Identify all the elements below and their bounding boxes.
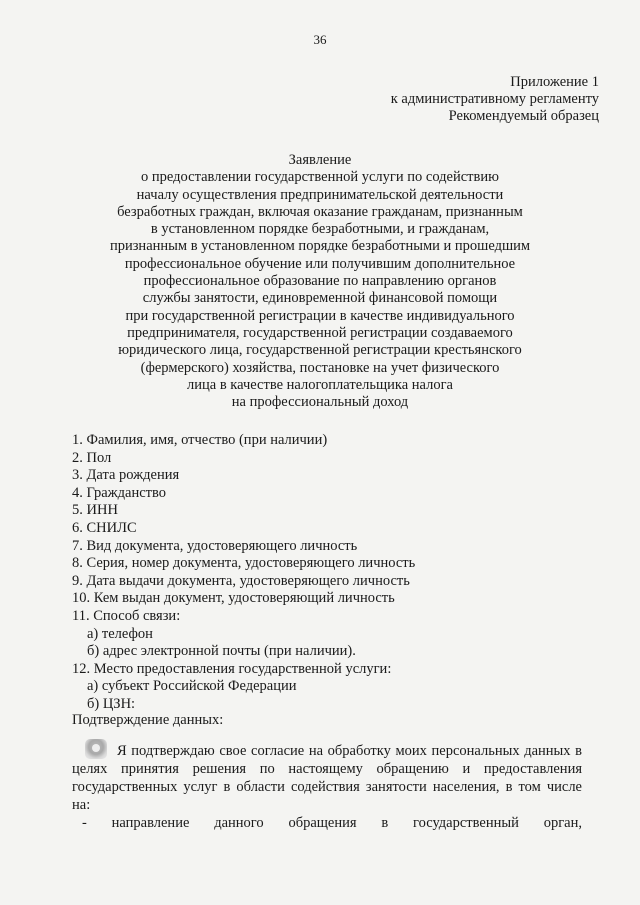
field-item: 4. Гражданство — [72, 484, 167, 501]
field-item: 2. Пол — [72, 449, 112, 466]
title-line: началу осуществления предпринимательской деятельности — [136, 186, 504, 203]
title-line: в установленном порядке безработными, и гражданам, — [150, 221, 490, 238]
bullet-word: данного — [214, 815, 264, 831]
field-subitem: а) субъект Российской Федерации — [87, 678, 297, 695]
page-number: 36 — [313, 32, 327, 47]
bullet-word: обращения — [288, 815, 357, 831]
field-item: 8. Серия, номер документа, удостоверяющего личность — [72, 555, 416, 572]
field-item: 3. Дата рождения — [72, 467, 180, 484]
field-subitem: а) телефон — [87, 625, 153, 642]
title-line: признанным в установленном порядке безработными и прошедшим — [109, 238, 531, 255]
field-subitem: б) ЦЗН: — [87, 695, 136, 712]
title-line: лица в качестве налогоплательщика налога — [187, 376, 453, 393]
field-item: 5. ИНН — [72, 502, 118, 519]
bullet-word: направление — [111, 815, 190, 831]
bullet-word: - — [82, 815, 87, 831]
field-item: 10. Кем выдан документ, удостоверяющий личность — [72, 590, 395, 607]
field-item: 12. Место предоставления государственной услуги: — [72, 660, 392, 677]
bullet-word: орган, — [543, 815, 582, 831]
appendix-header — [391, 74, 599, 125]
appendix-line: Рекомендуемый образец — [448, 108, 599, 124]
title-line: юридического лица, государственной регистрации крестьянского — [118, 342, 522, 359]
field-list — [72, 432, 572, 714]
field-item: 9. Дата выдачи документа, удостоверяющего личность — [72, 572, 410, 589]
title-line: предпринимателя, государственной регистрации создаваемого — [127, 324, 513, 341]
title-line: при государственной регистрации в качестве индивидуального — [125, 307, 515, 324]
field-item: 6. СНИЛС — [72, 519, 137, 536]
title-line: профессиональное образование по направлению органов — [143, 273, 497, 290]
title-line: (фермерского) хозяйства, постановке на учет физического — [140, 359, 500, 376]
title-line: службы занятости, единовременной финансовой помощи — [142, 290, 498, 307]
field-item: 1. Фамилия, имя, отчество (при наличии) — [72, 432, 328, 448]
confirmation-heading: Подтверждение данных: — [72, 712, 224, 728]
bullet-word: в — [381, 815, 389, 831]
title-line: на профессиональный доход — [231, 394, 409, 411]
title-line: о предоставлении государственной услуги по содействию — [141, 169, 499, 186]
field-subitem: б) адрес электронной почты (при наличии). — [87, 643, 356, 660]
consent-text: Я подтверждаю свое согласие на обработку моих персональных данных в целях принятия решения по настоящему обращению и предоставления государственных услуг в области содействия занятости населения, в том числе на: — [72, 743, 582, 813]
application-title — [0, 152, 640, 411]
bullet-word: государственный — [413, 815, 519, 831]
consent-checkbox[interactable] — [85, 739, 107, 759]
field-item: 11. Способ связи: — [72, 607, 181, 624]
title-line: безработных граждан, включая оказание гражданам, признанным — [117, 203, 523, 220]
field-item: 7. Вид документа, удостоверяющего личность — [72, 537, 358, 554]
appendix-line: к административному регламенту — [390, 91, 599, 107]
title-heading: Заявление — [288, 152, 352, 168]
title-line: профессиональное обучение или получившим дополнительное — [124, 255, 516, 272]
consent-block — [72, 739, 582, 832]
bullet-line — [72, 814, 582, 832]
appendix-line: Приложение 1 — [510, 74, 599, 90]
